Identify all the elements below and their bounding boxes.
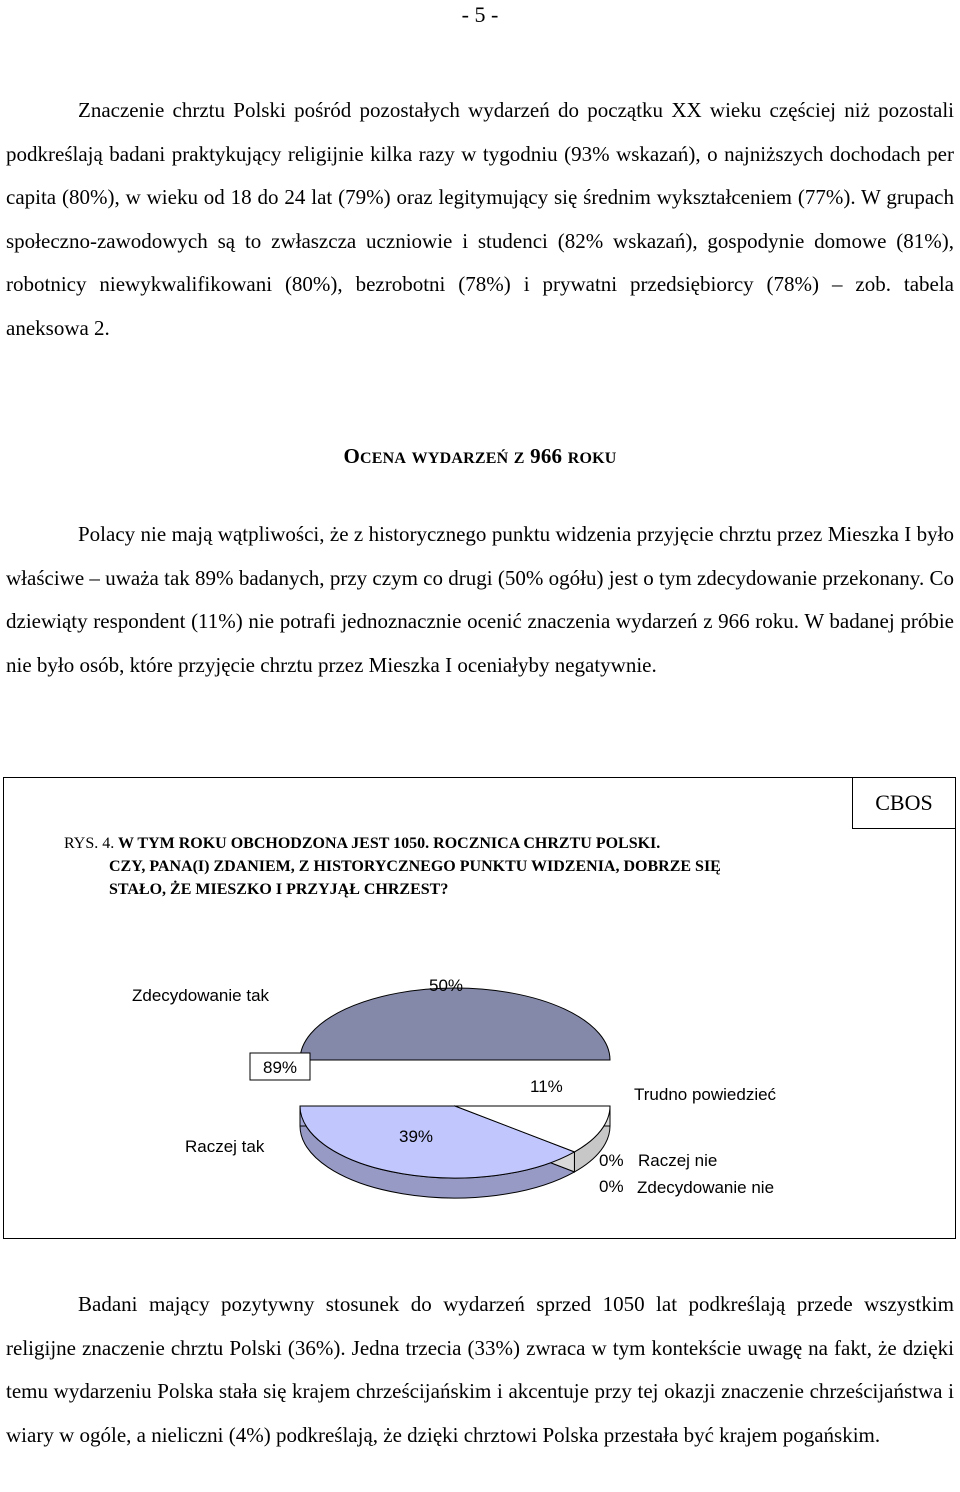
value-raczej-tak: 39% <box>399 1127 434 1146</box>
caption-line-2: CZY, PANA(I) ZDANIEM, Z HISTORYCZNEGO PUNKTU WIDZENIA, DOBRZE SIĘ <box>109 858 721 875</box>
page-number: - 5 - <box>461 2 499 27</box>
figure-caption <box>64 832 844 901</box>
section-heading <box>0 444 960 469</box>
value-zdecydowanie-nie: 0% <box>599 1177 624 1196</box>
pie-tops <box>300 988 610 1178</box>
pie-slice-0 <box>300 988 610 1060</box>
label-raczej-nie: Raczej nie <box>638 1151 718 1170</box>
label-zdecydowanie-tak: Zdecydowanie tak <box>132 986 270 1005</box>
paragraph-1: Znaczenie chrztu Polski pośród pozostałych wydarzeń do początku XX wieku częściej niż pozostali podkreślają badani praktykujący religijnie kilka razy w tygodniu (93% wskazań), o najniższych dochodach per capita (80%), w wieku od 18 do 24 lat (79%) oraz legitymujący się średnim wykształceniem (77%). W grupach społeczno-zawodowych są to zwłaszcza uczniowie i studenci (82% wskazań), gospodynie domowe (81%), robotnicy niewykwalifikowani (80%), bezrobotni (78%) i prywatni przedsiębiorcy (78%) – zob. tabela aneksowa 2. <box>6 98 954 340</box>
caption-line-1: W TYM ROKU OBCHODZONA JEST 1050. ROCZNICA CHRZTU POLSKI. <box>117 835 661 852</box>
heading-year: 966 <box>530 444 563 468</box>
value-total: 89% <box>262 1058 298 1077</box>
heading-word-roku: ROKU <box>567 450 617 467</box>
heading-word-wydarzen: WYDARZEŃ <box>411 450 509 467</box>
value-zdecydowanie-tak: 50% <box>429 976 464 995</box>
label-trudno-powiedziec: Trudno powiedzieć <box>634 1085 777 1104</box>
heading-word-cena: CENA <box>360 450 407 467</box>
heading-initial: O <box>343 444 361 468</box>
figure-label: RYS. 4. <box>64 835 115 852</box>
paragraph-2: Polacy nie mają wątpliwości, że z historycznego punktu widzenia przyjęcie chrztu przez Mieszka I było właściwe – uważa tak 89% badanych, przy czym co drugi (50% ogółu) jest o tym zdecydowanie przekonany. Co dziewiąty respondent (11%) nie potrafi jednoznacznie ocenić znaczenia wydarzeń z 966 roku. W badanej próbie nie było osób, które przyjęcie chrztu przez Mieszka I oceniałyby negatywnie. <box>6 522 954 677</box>
cbos-badge: CBOS <box>852 777 956 829</box>
pie-chart <box>100 940 880 1230</box>
caption-line-3: STAŁO, ŻE MIESZKO I PRZYJĄŁ CHRZEST? <box>109 881 449 898</box>
label-raczej-tak: Raczej tak <box>185 1137 265 1156</box>
value-trudno-powiedziec: 11% <box>530 1077 563 1096</box>
value-raczej-nie: 0% <box>599 1151 624 1170</box>
paragraph-3: Badani mający pozytywny stosunek do wydarzeń sprzed 1050 lat podkreślają przede wszystkim religijne znaczenie chrztu Polski (36%). Jedna trzecia (33%) zwraca w tym kontekście uwagę na fakt, że dzięki temu wydarzeniu Polska stała się krajem chrześcijańskim i akcentuje przy tej okazji znaczenie chrześcijaństwa i wiary w ogóle, a nieliczni (4%) podkreślają, że dzięki chrztowi Polska przestała być krajem pogańskim. <box>6 1292 954 1447</box>
heading-word-z: Z <box>513 450 525 467</box>
label-zdecydowanie-nie: Zdecydowanie nie <box>637 1178 775 1197</box>
